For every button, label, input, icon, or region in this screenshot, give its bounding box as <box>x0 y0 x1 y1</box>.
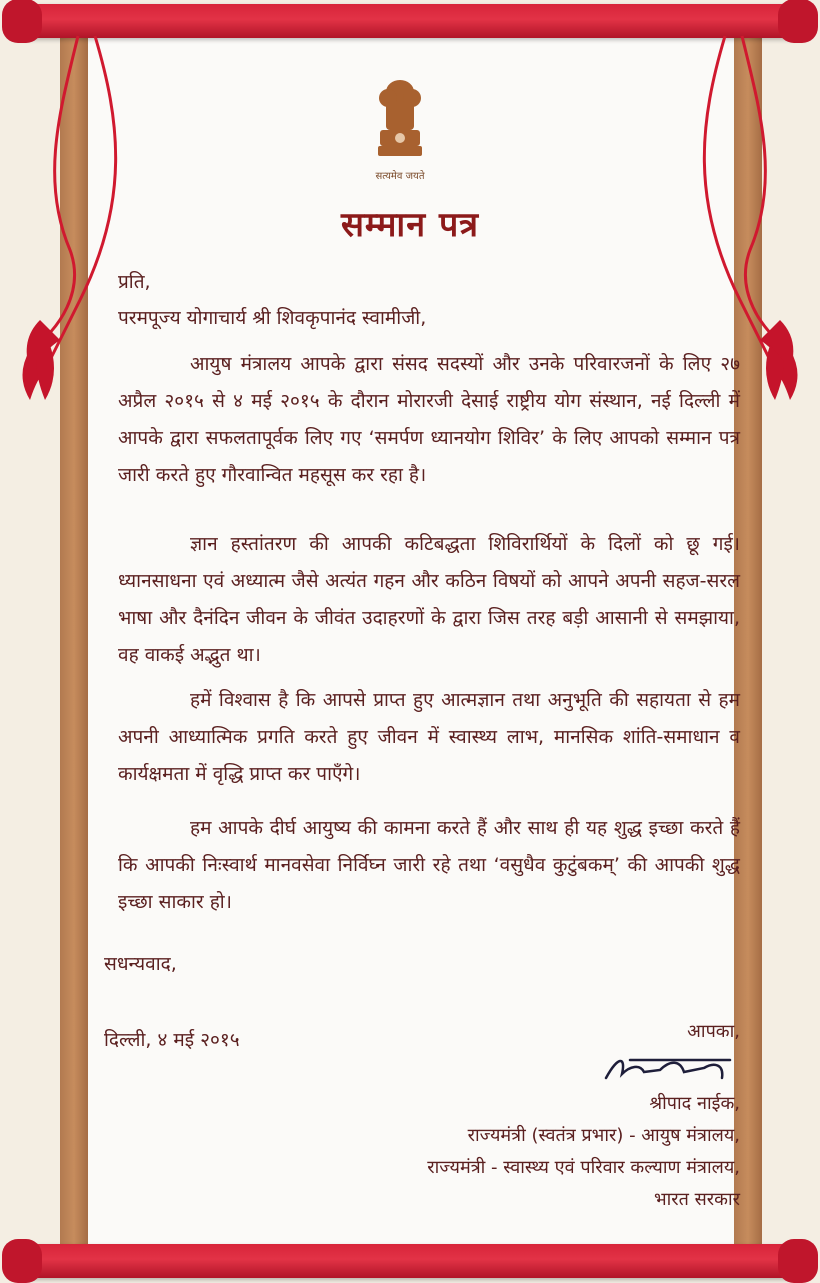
certificate-title: सम्मान पत्र <box>340 205 480 245</box>
signature-block <box>330 1016 740 1216</box>
letter-paragraph: हम आपके दीर्घ आयुष्य की कामना करते हैं और साथ ही यह शुद्ध इच्छा करते हैं कि आपकी निःस्वार्थ मानवसेवा निर्विघ्न जारी रहे तथा ‘वसुधैव कुटुंबकम्’ की आपकी शुद्ध इच्छा साकार हो। <box>118 817 740 913</box>
scroll-border-left <box>60 36 88 1248</box>
scroll-rod-end-left <box>2 0 42 43</box>
signatory-name: श्रीपाद नाईक, <box>649 1093 740 1114</box>
letter-paragraph: आयुष मंत्रालय आपके द्वारा संसद सदस्यों और उनके परिवारजनों के लिए २७ अप्रैल २०१५ से ४ मई २०१५ के दौरान मोरारजी देसाई राष्ट्रीय योग संस्थान, नई दिल्ली में आपके द्वारा सफलतापूर्वक लिए गए ‘समर्पण ध्यानयोग शिविर’ के लिए आपको सम्मान पत्र जारी करते हुए गौरवान्वित महसूस कर रहा है। <box>118 353 740 486</box>
scroll-rod-end-left <box>2 1239 42 1283</box>
handwritten-signature <box>600 1048 740 1088</box>
scroll-rod-bottom <box>8 1244 812 1278</box>
letter-paragraph: हमें विश्वास है कि आपसे प्राप्त हुए आत्मज्ञान तथा अनुभूति की सहायता से हम अपनी आध्यात्मिक प्रगति करते हुए जीवन में स्वास्थ्य लाभ, मानसिक शांति-समाधान व कार्यक्षमता में वृद्धि प्राप्त कर पाएँगे। <box>118 689 740 785</box>
salutation: प्रति, <box>118 271 151 293</box>
emblem-motto: सत्यमेव जयते <box>375 171 425 182</box>
scroll-rod-end-right <box>778 0 818 43</box>
signatory-government: भारत सरकार <box>653 1189 740 1210</box>
scroll-rod-top <box>8 4 812 38</box>
signatory-designation-1: राज्यमंत्री (स्वतंत्र प्रभार) - आयुष मंत्रालय, <box>467 1125 740 1146</box>
national-emblem-icon <box>368 72 432 168</box>
letter-paragraph: ज्ञान हस्तांतरण की आपकी कटिबद्धता शिविरार्थियों के दिलों को छू गई। ध्यानसाधना एवं अध्यात्म जैसे अत्यंत गहन और कठिन विषयों को आपने अपनी सहज-सरल भाषा और दैनंदिन जीवन के जीवंत उदाहरणों के द्वारा जिस तरह बड़ी आसानी से समझाया, वह वाकई अद्भुत था। <box>118 533 740 666</box>
addressee: परमपूज्य योगाचार्य श्री शिवकृपानंद स्वामीजी, <box>118 307 427 329</box>
signatory-yours: आपका, <box>687 1021 740 1042</box>
closing: सधन्यवाद, <box>104 953 177 975</box>
signatory-designation-2: राज्यमंत्री - स्वास्थ्य एवं परिवार कल्याण मंत्रालय, <box>427 1157 740 1178</box>
place-date: दिल्ली, ४ मई २०१५ <box>104 1029 240 1051</box>
scroll-rod-end-right <box>778 1239 818 1283</box>
